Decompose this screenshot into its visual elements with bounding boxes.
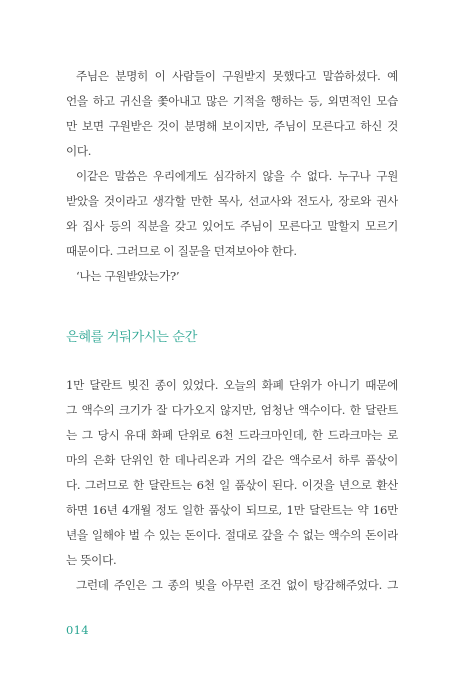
text-line: 와 집사 등의 직분을 갖고 있어도 주님이 모른다고 말할지 모르기 xyxy=(66,219,398,233)
text-line: 하면 16년 4개월 정도 일한 품삯이 되므로, 1만 달란트는 약 16만 xyxy=(66,503,398,517)
page-number: 014 xyxy=(66,623,89,637)
text-line: 는 그 당시 유대 화폐 단위로 6천 드라크마인데, 한 드라크마는 로 xyxy=(66,428,398,442)
section-heading: 은혜를 거둬가시는 순간 xyxy=(66,330,197,345)
body-text-section-1 xyxy=(66,64,398,289)
text-line: 받았을 것이라고 생각할 만한 목사, 선교사와 전도사, 장로와 권사 xyxy=(66,194,398,208)
text-line: 마의 은화 단위인 한 데나리온과 거의 같은 액수로서 하루 품삯이 xyxy=(66,453,398,467)
text-line: 는 뜻이다. xyxy=(66,553,117,567)
text-line: 주님은 분명히 이 사람들이 구원받지 못했다고 말씀하셨다. 예 xyxy=(76,69,398,83)
text-line: 언을 하고 귀신을 쫓아내고 많은 기적을 행하는 등, 외면적인 모습 xyxy=(66,94,398,108)
text-line: 이다. xyxy=(66,144,92,158)
text-line: 이같은 말씀은 우리에게도 심각하지 않을 수 없다. 누구나 구원 xyxy=(76,169,398,183)
text-line: 다. 그러므로 한 달란트는 6천 일 품삯이 된다. 이것을 년으로 환산 xyxy=(66,478,398,492)
text-line: 1만 달란트 빚진 종이 있었다. 오늘의 화폐 단위가 아니기 때문에 xyxy=(66,378,398,392)
text-line: 만 보면 구원받은 것이 분명해 보이지만, 주님이 모른다고 하신 것 xyxy=(66,119,398,133)
text-line: 년을 일해야 벌 수 있는 돈이다. 절대로 갚을 수 없는 액수의 돈이라 xyxy=(66,528,398,542)
text-line: 때문이다. 그러므로 이 질문을 던져보아야 한다. xyxy=(66,244,297,258)
text-line: ‘나는 구원받았는가?’ xyxy=(76,269,180,283)
body-text-section-2 xyxy=(66,373,398,598)
text-line: 그런데 주인은 그 종의 빚을 아무런 조건 없이 탕감해주었다. 그 xyxy=(76,578,398,592)
text-line: 그 액수의 크기가 잘 다가오지 않지만, 엄청난 액수이다. 한 달란트 xyxy=(66,403,398,417)
